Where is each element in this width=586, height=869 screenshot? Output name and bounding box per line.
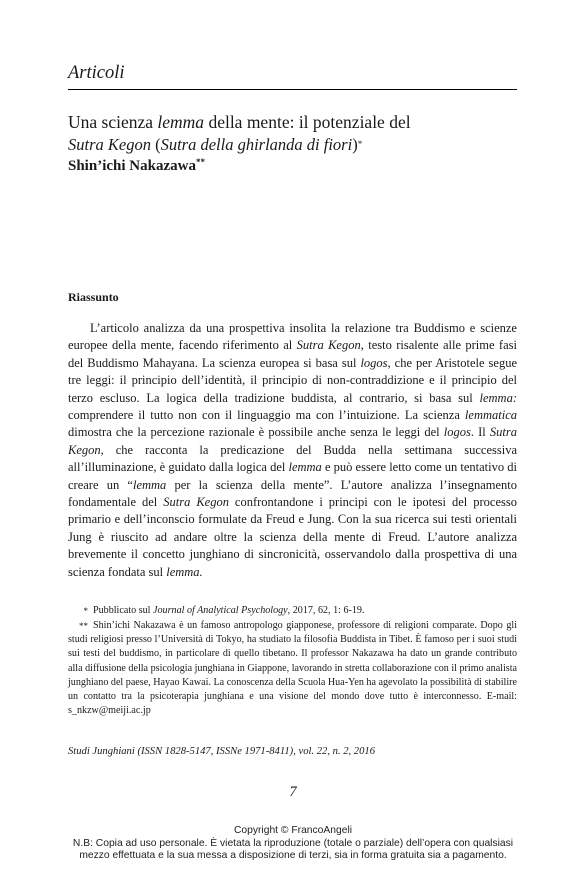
footnote-marker: * — [83, 606, 88, 616]
abstract-text: , testo risalente alle prime fasi del Buddismo Mahayana. La scienza europea si basa sul — [68, 338, 517, 370]
title-sutra: Sutra Kegon — [68, 135, 151, 154]
abstract-text: che racconta la predicazione del Budda nella settimana successiva all’illuminazione, è guidato dalla logica del — [68, 442, 517, 475]
abstract-text: . Il — [470, 425, 490, 440]
journal-citation: Studi Junghiani (ISSN 1828-5147, ISSNe 1971-8411), vol. 22, n. 2, 2016 — [68, 746, 375, 757]
abstract-italic: logos — [443, 425, 471, 440]
footnote-journal: Journal of Analytical Psychology — [153, 605, 288, 616]
abstract-text: comprendere il tutto non con il linguaggio ma con l’intuizione. La scienza — [68, 408, 465, 423]
abstract-italic: lemmatica — [464, 408, 517, 423]
abstract-italic: lemma: — [479, 390, 517, 405]
copyright-notice-line1: N.B: Copia ad uso personale. È vietata la riproduzione (totale o parziale) dell’opera con qualsiasi — [72, 838, 514, 849]
footnote-1 — [68, 604, 517, 618]
footnote-marker: ** — [79, 621, 88, 631]
footnote-2 — [68, 619, 517, 718]
footnote-marker: * — [357, 139, 363, 149]
abstract-text: , che per Aristotele segue tre leggi: il principio dell’identità, il principio di non-contraddizione e il principio del terzo escluso. La logica della tradizione buddista, al contrario, si basa sul — [68, 355, 517, 405]
abstract-text: e può essere letto come un tentativo di creare un “ — [68, 460, 517, 492]
footnote-marker: ** — [195, 157, 205, 167]
abstract-italic: Sutra Kegon, — [68, 425, 517, 457]
title-text: della mente: il potenziale del — [204, 112, 411, 132]
abstract-heading: Riassunto — [68, 290, 119, 304]
abstract-text: per la scienza della mente”. L’autore analizza l’insegnamento fondamentale del — [68, 477, 517, 510]
abstract-italic: Sutra Kegon — [296, 338, 361, 353]
footnote-text: , 2017, 62, 1: 6-19. — [287, 605, 365, 616]
section-title: Articoli — [68, 63, 125, 83]
abstract-italic: lemma — [288, 460, 322, 475]
abstract-italic: lemma. — [166, 564, 203, 579]
abstract-text: confrontandone i principi con le ipotesi del processo primario e dell’inconscio formulate da Freud e Jung. Con la sua ricerca sui testi orientali Jung è riuscito ad andare oltre la scienza della mente di Freud. L’autore analizza brevemente il concetto junghiano di sincronicità, osservandolo dalla prospettiva di una scienza fondata sul — [68, 495, 517, 579]
title-text: ( — [150, 135, 161, 154]
abstract-text: L’articolo analizza da una prospettiva insolita la relazione tra Buddismo e scienze europee della mente, facendo riferimento al — [68, 321, 517, 353]
abstract-body — [68, 320, 517, 581]
title-text: Una scienza — [68, 112, 158, 132]
author-text: Shin’ichi Nakazawa — [68, 158, 196, 174]
author-name — [68, 158, 205, 175]
title-lemma: lemma — [157, 112, 205, 132]
page-number: 7 — [289, 784, 297, 800]
article-title-line1 — [68, 112, 411, 132]
footnote-text: Pubblicato sul — [93, 605, 154, 616]
header-rule — [68, 89, 517, 90]
copyright-line: Copyright © FrancoAngeli — [233, 825, 353, 836]
abstract-italic: logos — [360, 355, 388, 370]
title-text: ) — [352, 135, 358, 154]
abstract-italic: Sutra Kegon — [163, 495, 229, 510]
title-subtitle: Sutra della ghirlanda di fiori — [160, 135, 353, 154]
abstract-text: dimostra che la percezione razionale è possibile anche senza le leggi del — [68, 425, 444, 440]
copyright-notice-line2: mezzo effettuata e la sua messa a disposizione di terzi, sia in forma gratuita sia a pagamento. — [79, 850, 507, 861]
article-title-line2 — [68, 135, 362, 155]
abstract-italic: lemma — [132, 477, 167, 492]
footnote-text: Shin’ichi Nakazawa è un famoso antropologo giapponese, professore di religioni comparate. Dopo gli studi religiosi presso l’Università di Tokyo, ha studiato la filosofia Buddista in Tibet. È famoso per i suoi studi sui testi del buddismo, in particolare di quello tibetano. Il professor Nakazawa ha dato un grande contributo alla diffusione della psicologia junghiana in Giappone, lavorando in stretta collaborazione con il primo analista junghiano del paese, Hayao Kawai. La conoscenza della Scuola Hua-Yen ha agevolato la possibilità di stabilire un contatto tra la psicoterapia junghiana e una visione del mondo dove tutto è interconnesso. E-mail: s_nkzw@meiji.ac.jp — [68, 620, 517, 717]
